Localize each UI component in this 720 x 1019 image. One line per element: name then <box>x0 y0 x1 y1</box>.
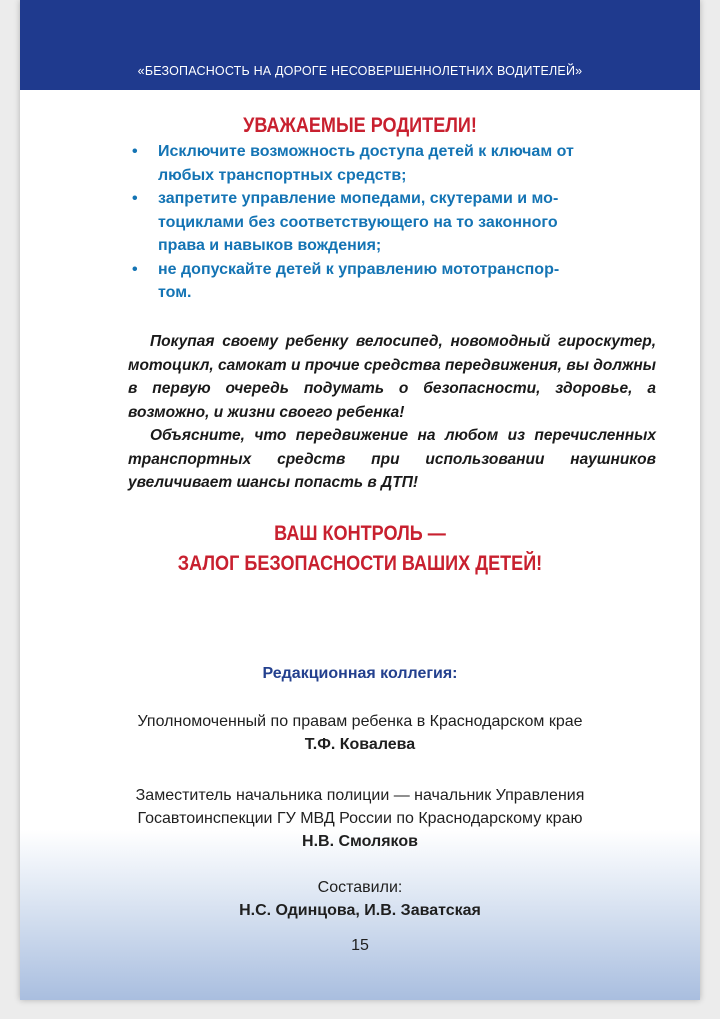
bullet-line: том. <box>158 284 192 301</box>
slogan-line-2: ЗАЛОГ БЕЗОПАСНОСТИ ВАШИХ ДЕТЕЙ! <box>177 552 543 575</box>
bullet-item-keys <box>120 140 660 187</box>
bullet-dot-icon: • <box>132 190 138 207</box>
editorial-member-2 <box>20 784 700 853</box>
member-role: Уполномоченный по правам ребенка в Краснодарском крае <box>137 713 583 730</box>
editorial-board-title: Редакционная коллегия: <box>262 665 458 682</box>
bullet-dot-icon: • <box>132 260 138 278</box>
bullet-item-mopeds <box>120 187 660 258</box>
bullet-line: тоциклами без соответствующего на то законного <box>158 213 558 231</box>
body-text <box>128 330 656 495</box>
bullet-dot-icon: • <box>132 143 138 160</box>
header-band <box>20 0 700 90</box>
compiled-by <box>20 876 700 922</box>
bullet-line: любых транспортных средств; <box>158 166 407 184</box>
member-role: Заместитель начальника полиции — начальник Управления <box>135 787 585 804</box>
page-number: 15 <box>351 937 369 954</box>
appeal-bullet-list <box>120 140 660 305</box>
bullet-line: не допускайте детей к управлению мототранспор- <box>158 260 560 278</box>
slogan-line-1: ВАШ КОНТРОЛЬ — <box>274 522 446 545</box>
body-paragraph-purchase: Покупая своему ребенку велосипед, новомодный гироскутер, мотоцикл, самокат и прочие средства передвижения, вы должны в первую очередь подумать о безопасности, здоровье, а возможно, и жизни своего ребенка! <box>128 333 656 421</box>
bullet-line: запретите управление мопедами, скутерами и мо- <box>158 190 559 207</box>
compiled-names: Н.С. Одинцова, И.В. Заватская <box>239 902 481 919</box>
editorial-member-1 <box>20 710 700 756</box>
header-title: «БЕЗОПАСНОСТЬ НА ДОРОГЕ НЕСОВЕРШЕННОЛЕТНИХ ВОДИТЕЛЕЙ» <box>137 64 583 78</box>
bullet-line: Исключите возможность доступа детей к ключам от <box>158 143 574 160</box>
bullet-item-mototransport <box>120 258 660 305</box>
compiled-label: Составили: <box>317 879 403 896</box>
member-name: Н.В. Смоляков <box>302 833 418 850</box>
member-role: Госавтоинспекции ГУ МВД России по Краснодарскому краю <box>137 810 583 827</box>
body-paragraph-headphones: Объясните, что передвижение на любом из перечисленных транспортных средств при использовании наушников увеличивает шансы попасть в ДТП! <box>128 427 656 491</box>
appeal-heading: УВАЖАЕМЫЕ РОДИТЕЛИ! <box>243 114 477 137</box>
page <box>20 0 700 1000</box>
bullet-line: права и навыков вождения; <box>158 237 382 254</box>
member-name: Т.Ф. Ковалева <box>304 736 416 753</box>
